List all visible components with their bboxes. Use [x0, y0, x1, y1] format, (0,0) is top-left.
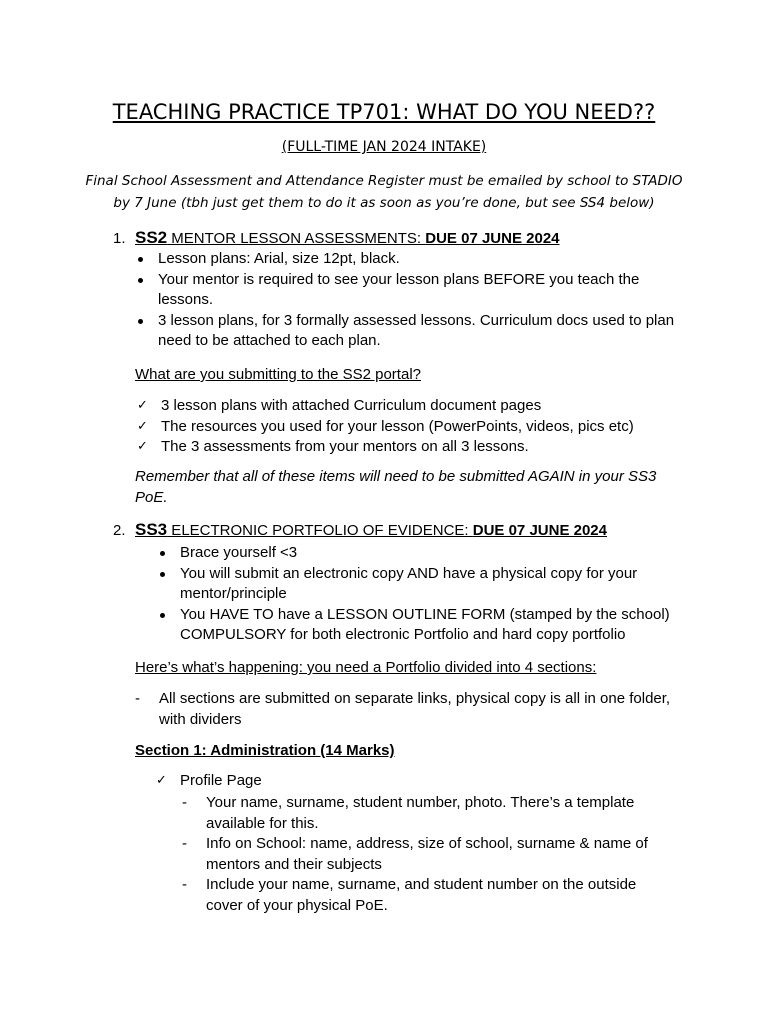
- section1-dash-list: [182, 793, 662, 916]
- list-item: ✓ 3 lesson plans with attached Curriculum document pages: [135, 396, 695, 417]
- dash-marker: -: [135, 690, 140, 707]
- list-item: Brace yourself <3: [156, 543, 686, 564]
- ss3-bullet-list: [156, 543, 686, 646]
- ss3-happening: Here’s what’s happening: you need a Portfolio divided into 4 sections:: [135, 659, 597, 676]
- ss2-label: MENTOR LESSON ASSESSMENTS:: [167, 230, 426, 247]
- ss3-due: DUE 07 JUNE 2024: [472, 522, 607, 539]
- ss3-code: SS3: [135, 520, 168, 539]
- list-item: - All sections are submitted on separate links, physical copy is all in one folder, with dividers: [135, 690, 671, 728]
- list-item: ✓ The 3 assessments from your mentors on all 3 lessons.: [135, 437, 695, 458]
- dash-marker: -: [182, 876, 187, 893]
- ss2-check-list: [135, 396, 695, 458]
- ss2-due: DUE 07 JUNE 2024: [425, 230, 560, 247]
- section1-check-list: [154, 771, 674, 792]
- ss2-portal-question: What are you submitting to the SS2 portal?: [135, 366, 421, 383]
- list-item: 3 lesson plans, for 3 formally assessed lessons. Curriculum docs used to plan need to be attached to each plan.: [134, 311, 694, 352]
- section1-heading: Section 1: Administration (14 Marks): [135, 742, 395, 759]
- list-item: ✓ The resources you used for your lesson (PowerPoints, videos, pics etc): [135, 417, 695, 438]
- ss3-label: ELECTRONIC PORTFOLIO OF EVIDENCE:: [167, 522, 473, 539]
- dash-marker: -: [182, 835, 187, 852]
- ss3-number: 2.: [113, 522, 126, 539]
- list-item: - Info on School: name, address, size of school, surname & name of mentors and their subjects: [182, 835, 648, 873]
- ss3-heading: [135, 520, 607, 542]
- list-item: - Include your name, surname, and student number on the outside cover of your physical PoE.: [182, 876, 637, 914]
- page-title: TEACHING PRACTICE TP701: WHAT DO YOU NEED??: [112, 100, 656, 124]
- list-item: Lesson plans: Arial, size 12pt, black.: [134, 249, 694, 270]
- ss2-reminder: Remember that all of these items will need to be submitted AGAIN in your SS3 PoE.: [135, 468, 657, 506]
- ss3-dash-list: [135, 689, 685, 730]
- list-item: You HAVE TO have a LESSON OUTLINE FORM (stamped by the school) COMPULSORY for both electronic Portfolio and hard copy portfolio: [156, 605, 686, 646]
- check-icon: ✓: [137, 439, 148, 454]
- check-icon: ✓: [137, 398, 148, 413]
- list-item: Your mentor is required to see your lesson plans BEFORE you teach the lessons.: [134, 270, 694, 311]
- ss2-heading: [135, 228, 560, 250]
- ss2-bullet-list: [134, 249, 694, 352]
- check-icon: ✓: [156, 773, 167, 788]
- intro-note: Final School Assessment and Attendance Register must be emailed by school to STADIO by 7 June (tbh just get them to do it as soon as you’re done, but see SS4 below): [85, 173, 683, 211]
- check-icon: ✓: [137, 418, 148, 434]
- page-subtitle: (FULL-TIME JAN 2024 INTAKE): [281, 139, 487, 155]
- ss2-number: 1.: [113, 230, 126, 247]
- dash-marker: -: [182, 794, 187, 811]
- list-item: - Your name, surname, student number, photo. There’s a template available for this.: [182, 794, 635, 832]
- list-item: ✓ Profile Page: [154, 771, 674, 792]
- ss2-code: SS2: [135, 228, 168, 247]
- list-item: You will submit an electronic copy AND have a physical copy for your mentor/principle: [156, 564, 686, 605]
